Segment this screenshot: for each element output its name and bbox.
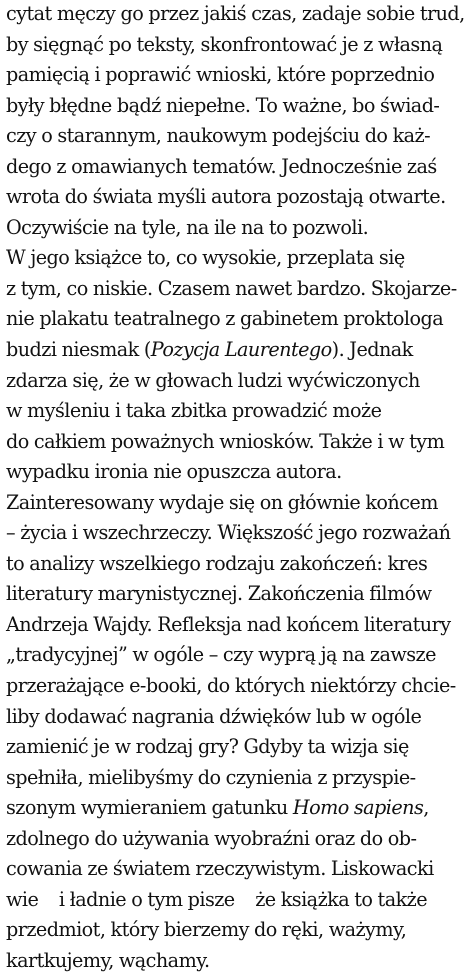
text-line: – życia i wszechrzeczy. Większość jego rozważań [6, 521, 451, 545]
text-line: cowania ze światem rzeczywistym. Liskowacki [6, 857, 434, 881]
italic-species-name: Homo sapiens [292, 796, 424, 820]
text-line: to analizy wszelkiego rodzaju zakończeń: kres [6, 551, 428, 575]
italic-title: Pozycja Laurentego [150, 338, 332, 362]
text-line: do całkiem poważnych wniosków. Także i w tym [6, 429, 445, 453]
text-line: były błędne bądź niepełne. To ważne, bo świad- [6, 93, 440, 117]
text-line: literatury marynistycznej. Zakończenia filmów [6, 582, 432, 606]
text-line: wie i ładnie o tym pisze że książka to także [6, 887, 428, 911]
text-line: wypadku ironia nie opuszcza autora. [6, 460, 342, 484]
text-line: kartkujemy, wąchamy. [6, 948, 210, 972]
text-line: nie plakatu teatralnego z gabinetem proktologa [6, 307, 444, 331]
text-line: by sięgnąć po teksty, skonfrontować je z własną [6, 32, 443, 56]
text-line: wrota do świata myśli autora pozostają otwarte. [6, 185, 446, 209]
text-line: Zainteresowany wydaje się on głównie końcem [6, 490, 438, 514]
text-line: w myśleniu i taka zbitka prowadzić może [6, 399, 382, 423]
text-line: przerażające e-booki, do których niektórzy chcie- [6, 674, 456, 698]
text-line: zdarza się, że w głowach ludzi wyćwiczonych [6, 368, 420, 392]
text-line: Oczywiście na tyle, na ile na to pozwoli. [6, 215, 369, 239]
text-line: z tym, co niskie. Czasem nawet bardzo. Skojarze- [6, 276, 457, 300]
text-line: zamienić je w rodzaj gry? Gdyby ta wizja się [6, 735, 409, 759]
text-line: cytat męczy go przez jakiś czas, zadaje sobie trud, [6, 2, 465, 25]
text-line: budzi niesmak (Pozycja Laurentego). Jednak [6, 338, 413, 362]
text-line: W jego książce to, co wysokie, przeplata się [6, 246, 405, 270]
text-line: pamięcią i poprawić wnioski, które poprzednio [6, 63, 435, 87]
text-line: Andrzeja Wajdy. Refleksja nad końcem literatury [6, 612, 451, 636]
text-line: czy o starannym, naukowym podejściu do każ- [6, 124, 431, 148]
text-line: liby dodawać nagrania dźwięków lub w ogóle [6, 704, 422, 728]
text-line: „tradycyjnej” w ogóle – czy wyprą ją na zawsze [6, 643, 436, 667]
body-text [6, 0, 465, 977]
text-line: zdolnego do używania wyobraźni oraz do ob- [6, 826, 417, 850]
text-line: szonym wymieraniem gatunku Homo sapiens, [6, 796, 429, 820]
text-line: spełniła, mielibyśmy do czynienia z przyspie- [6, 765, 416, 789]
text-line: przedmiot, który bierzemy do ręki, ważymy, [6, 918, 407, 942]
text-line: dego z omawianych tematów. Jednocześnie zaś [6, 154, 437, 178]
